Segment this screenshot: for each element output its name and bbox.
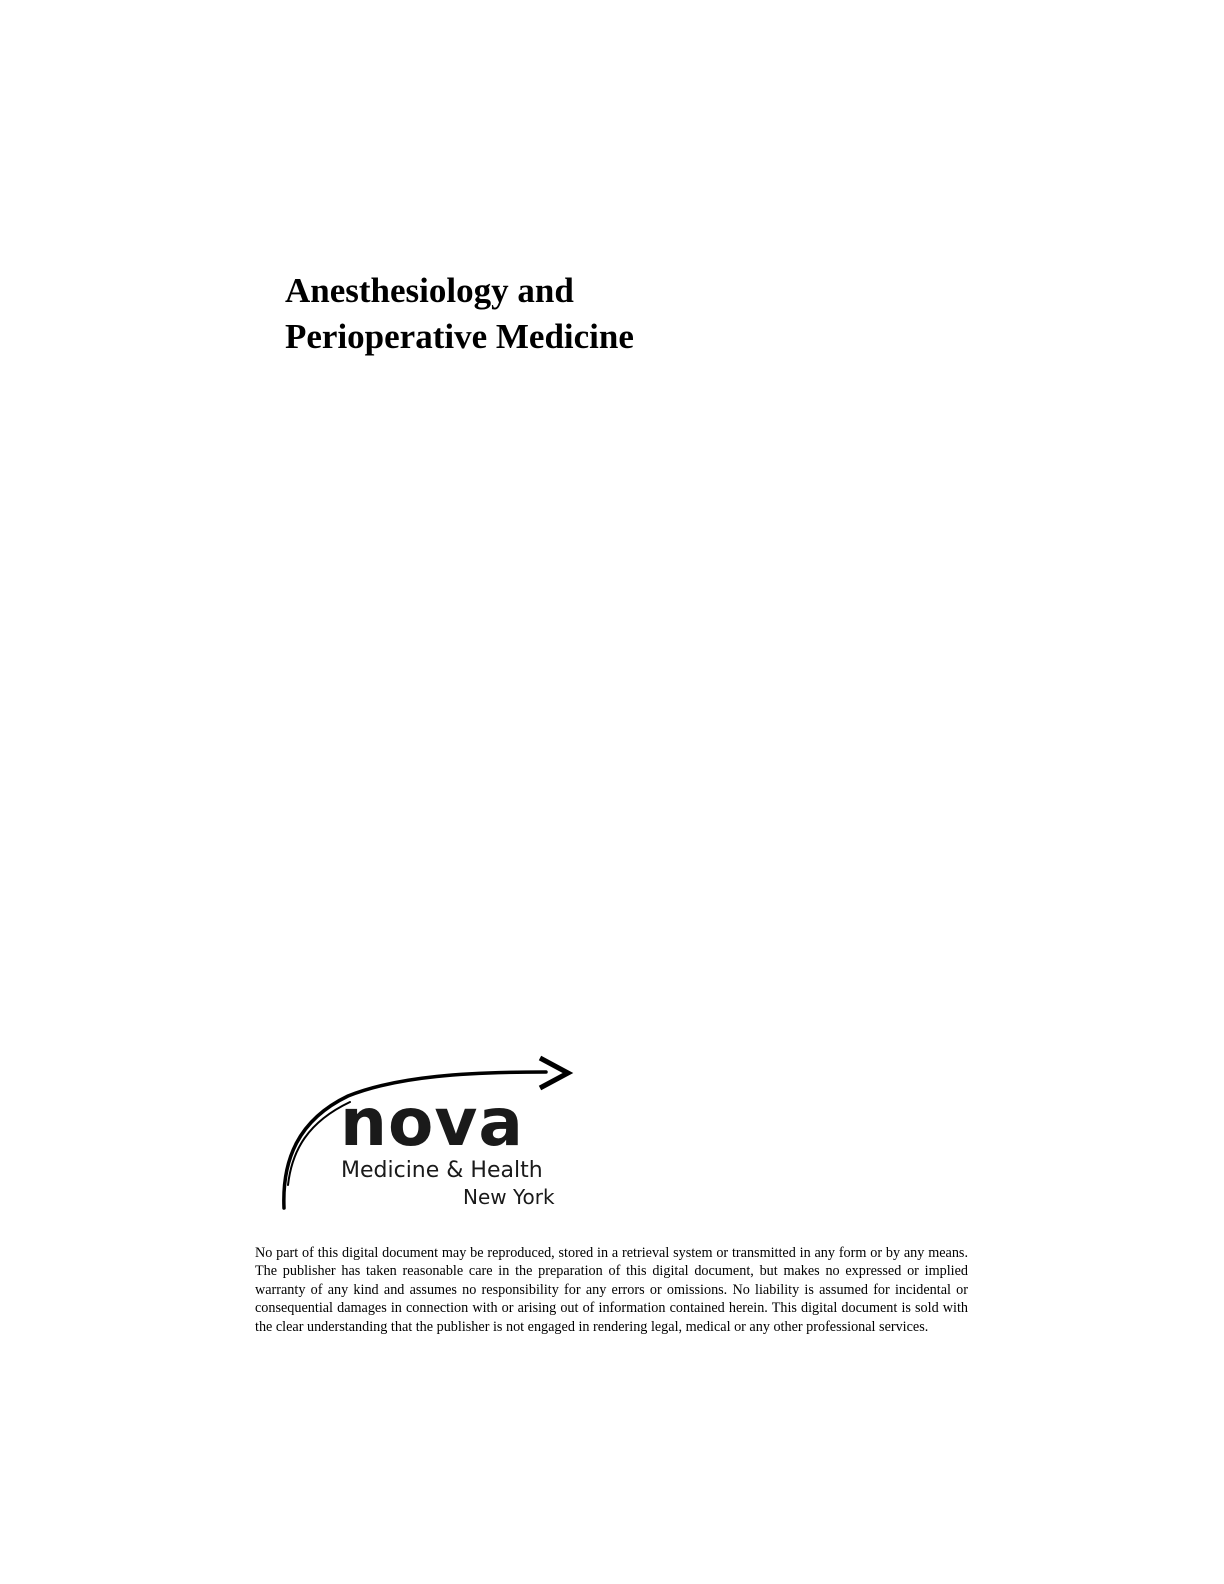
- book-title-line-2: Perioperative Medicine: [285, 317, 634, 356]
- publisher-logo: [278, 1050, 578, 1215]
- logo-city: New York: [463, 1185, 555, 1209]
- logo-wordmark: nova: [340, 1084, 524, 1161]
- book-title-line-1: Anesthesiology and: [285, 271, 574, 310]
- logo-subtitle: Medicine & Health: [341, 1158, 543, 1183]
- copyright-disclaimer: No part of this digital document may be reproduced, stored in a retrieval system or transmitted in any form or by any means. The publisher has taken reasonable care in the preparation of this digital document, but makes no expressed or implied warranty of any kind and assumes no responsibility for any errors or omissions. No liability is assumed for incidental or consequential damages in connection with or arising out of information contained herein. This digital document is sold with the clear understanding that the publisher is not engaged in rendering legal, medical or any other professional services.: [255, 1245, 968, 1335]
- book-title: [285, 268, 634, 360]
